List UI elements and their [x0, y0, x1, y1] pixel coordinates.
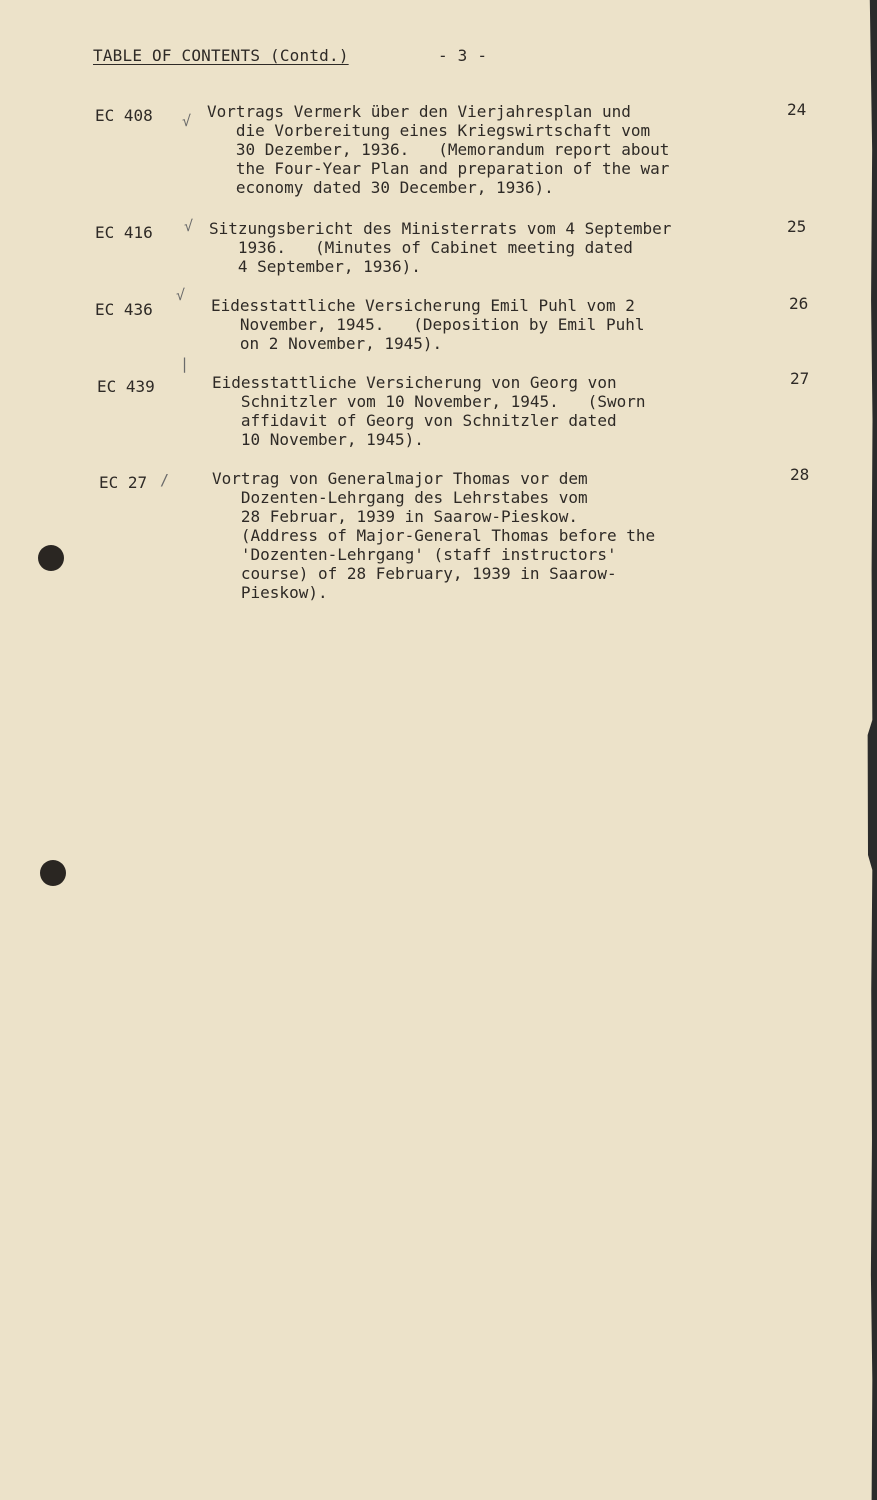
check-mark-icon: |	[180, 355, 190, 373]
entry-description: Eidesstattliche Versicherung Emil Puhl vom 2 November, 1945. (Deposition by Emil Puhl on 2 November, 1945).	[211, 296, 645, 353]
exhibit-code: EC 439	[97, 377, 155, 396]
entry-page-number: 24	[787, 100, 807, 119]
check-mark-icon: √	[176, 286, 186, 304]
entry-page-number: 25	[787, 217, 807, 236]
exhibit-code: EC 408	[95, 106, 153, 125]
page-number: - 3 -	[438, 46, 488, 65]
punch-hole	[40, 860, 66, 886]
punch-hole	[38, 545, 64, 571]
exhibit-code: EC 27	[99, 473, 148, 492]
check-mark-icon: √	[182, 112, 192, 130]
torn-paper-edge	[859, 0, 877, 1500]
page-header	[93, 46, 488, 65]
entry-description: Vortrags Vermerk über den Vierjahresplan und die Vorbereitung eines Kriegswirtschaft vom 30 Dezember, 1936. (Memorandum report about the Four-Year Plan and preparation of the war economy dated 30 December, 1936).	[207, 102, 670, 197]
entry-description: Vortrag von Generalmajor Thomas vor dem Dozenten-Lehrgang des Lehrstabes vom 28 Februar, 1939 in Saarow-Pieskow. (Address of Major-General Thomas before the 'Dozenten-Lehrgang' (staff instructors' course) of 28 February, 1939 in Saarow- Pieskow).	[212, 469, 656, 602]
page-title: TABLE OF CONTENTS (Contd.)	[93, 46, 349, 65]
entry-page-number: 28	[790, 465, 810, 484]
check-mark-icon: /	[160, 471, 170, 489]
entry-description: Eidesstattliche Versicherung von Georg von Schnitzler vom 10 November, 1945. (Sworn affidavit of Georg von Schnitzler dated 10 November, 1945).	[212, 373, 646, 449]
entry-page-number: 26	[789, 294, 809, 313]
exhibit-code: EC 436	[95, 300, 153, 319]
entry-description: Sitzungsbericht des Ministerrats vom 4 September 1936. (Minutes of Cabinet meeting dated 4 September, 1936).	[209, 219, 672, 276]
exhibit-code: EC 416	[95, 223, 153, 242]
check-mark-icon: √	[184, 217, 194, 235]
entry-page-number: 27	[790, 369, 810, 388]
